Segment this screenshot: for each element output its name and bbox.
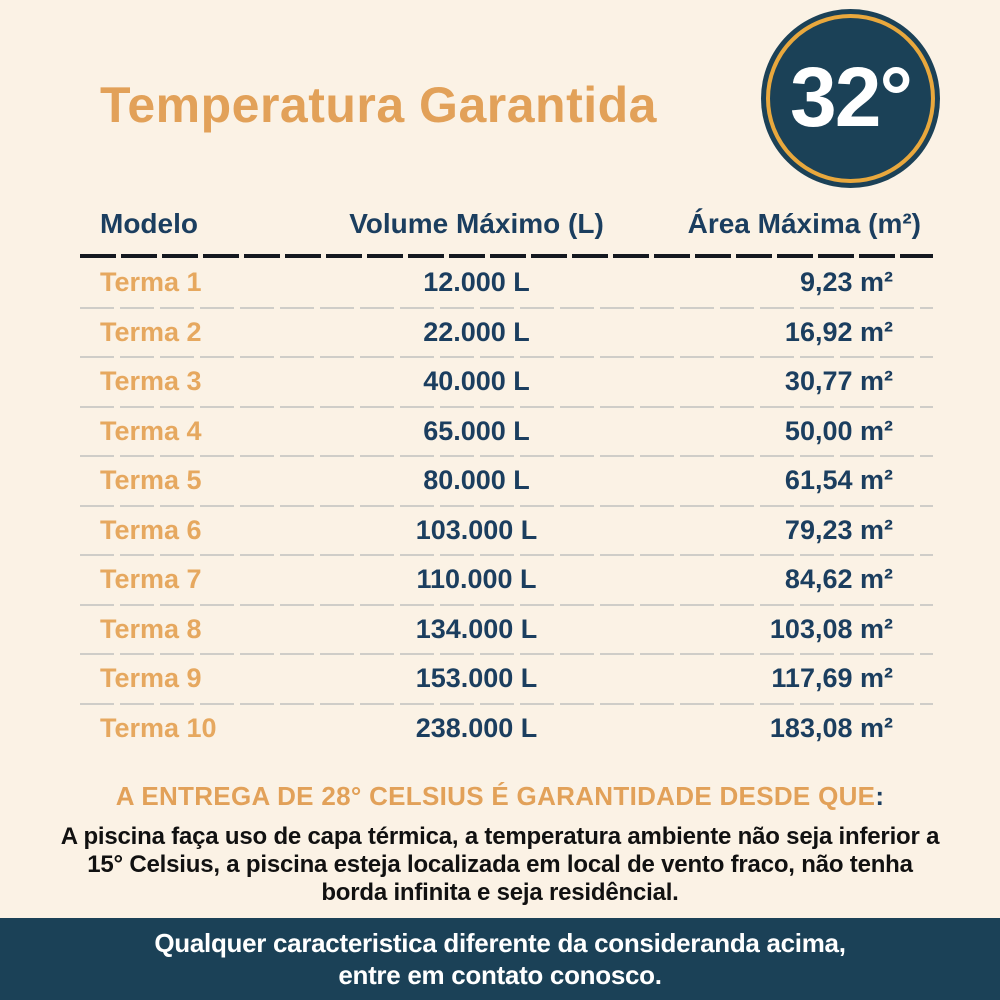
table-cell-volume: 65.000 L [423, 415, 530, 446]
table-cell-model: Terma 8 [100, 613, 202, 644]
table-row [80, 605, 933, 655]
table-row [80, 407, 933, 457]
table-row [80, 506, 933, 556]
table-cell-model: Terma 1 [100, 267, 202, 298]
conditions-heading-colon: : [875, 781, 885, 811]
temperature-badge [761, 9, 940, 188]
table-cell-area: 50,00 m² [784, 415, 893, 446]
conditions-body: A piscina faça uso de capa térmica, a temperatura ambiente não seja inferior a 15° Celsius, a piscina esteja localizada em local de vento fraco, não tenha borda infinita e seja residêncial. [60, 823, 940, 906]
table-row [80, 555, 933, 605]
table-row [80, 456, 933, 506]
table-row [80, 357, 933, 407]
table-cell-model: Terma 3 [100, 366, 202, 397]
table-cell-volume: 238.000 L [415, 712, 538, 743]
table-cell-volume: 110.000 L [416, 564, 537, 595]
table-cell-volume: 22.000 L [423, 316, 530, 347]
footer-banner [0, 918, 1000, 1000]
column-header-area: Área Máxima (m²) [687, 208, 921, 239]
footer-line-1: Qualquer caracteristica diferente da consideranda acima, [154, 928, 846, 958]
table-cell-model: Terma 10 [100, 712, 217, 743]
table-cell-volume: 80.000 L [423, 465, 530, 496]
conditions-heading-text: A ENTREGA DE 28° CELSIUS É GARANTIDADE DESDE QUE [115, 781, 876, 811]
table-row [80, 704, 933, 754]
table-cell-model: Terma 9 [100, 663, 202, 694]
page-title: Temperatura Garantida [100, 77, 657, 133]
table-row [80, 654, 933, 704]
table-cell-area: 183,08 m² [769, 712, 893, 743]
conditions-heading [0, 781, 1000, 812]
table-cell-area: 84,62 m² [784, 564, 893, 595]
table-body [80, 258, 933, 753]
table-cell-model: Terma 5 [100, 465, 202, 496]
table-header-row [80, 198, 933, 250]
table-cell-area: 103,08 m² [769, 613, 893, 644]
table-cell-area: 117,69 m² [771, 663, 893, 694]
table-cell-volume: 153.000 L [415, 663, 538, 694]
table-cell-area: 9,23 m² [799, 267, 893, 298]
table-cell-volume: 134.000 L [415, 613, 538, 644]
table-cell-volume: 103.000 L [415, 514, 538, 545]
table-cell-area: 61,54 m² [784, 465, 893, 496]
table-cell-model: Terma 7 [100, 564, 202, 595]
table-cell-area: 79,23 m² [784, 514, 893, 545]
table-cell-volume: 40.000 L [423, 366, 530, 397]
table-cell-model: Terma 4 [100, 415, 202, 446]
table-cell-model: Terma 2 [100, 316, 202, 347]
table-cell-area: 16,92 m² [784, 316, 893, 347]
column-header-volume: Volume Máximo (L) [349, 208, 604, 239]
table-cell-volume: 12.000 L [423, 267, 530, 298]
spec-table [80, 198, 933, 753]
temperature-badge-value: 32° [789, 49, 912, 144]
column-header-modelo: Modelo [100, 208, 198, 239]
table-cell-model: Terma 6 [100, 514, 202, 545]
table-row [80, 308, 933, 358]
table-row [80, 258, 933, 308]
table-cell-area: 30,77 m² [784, 366, 893, 397]
footer-line-2: entre em contato conosco. [338, 960, 662, 990]
